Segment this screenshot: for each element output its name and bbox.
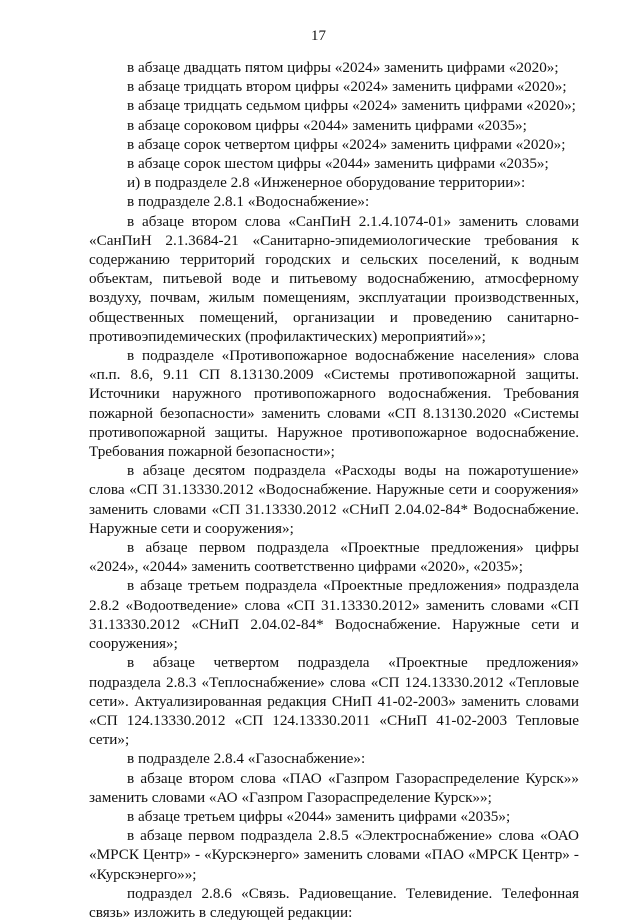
paragraph-6: в абзаце сорок шестом цифры «2044» заменить цифрами «2035»;: [127, 155, 549, 173]
paragraph-13: в абзаце третьем подраздела «Проектные предложения» подраздела 2.8.2 «Водоотведение» слова «СП 31.13330.2012» заменить словами «СП 31.13330.2012 «СНиП 2.04.02-84* Водоснабжение. Наружные сети и сооружения»;: [89, 577, 579, 653]
paragraph-15: в подразделе 2.8.4 «Газоснабжение»:: [127, 750, 366, 768]
paragraph-14: в абзаце четвертом подраздела «Проектные предложения» подраздела 2.8.3 «Теплоснабжение» слова «СП 124.13330.2012 «Тепловые сети». Актуализированная редакция СНиП 41-02-2003» заменить словами «СП 124.13330.2012 «СП 124.13330.2011 «СНиП 41-02-2003 Тепловые сети»;: [89, 654, 579, 749]
paragraph-18: в абзаце первом подраздела 2.8.5 «Электроснабжение» слова «ОАО «МРСК Центр» - «Курскэнерго» заменить словами «ПАО «МРСК Центр» - «Курскэнерго»»;: [89, 827, 579, 883]
paragraph-7: и) в подразделе 2.8 «Инженерное оборудование территории»:: [127, 174, 526, 192]
paragraph-19: подраздел 2.8.6 «Связь. Радиовещание. Телевидение. Телефонная связь» изложить в следующей редакции:: [89, 884, 579, 921]
paragraph-2: в абзаце тридцать втором цифры «2024» заменить цифрами «2020»;: [127, 78, 567, 96]
page-number: 17: [311, 28, 326, 44]
paragraph-3: в абзаце тридцать седьмом цифры «2024» заменить цифрами «2020»;: [127, 97, 576, 115]
paragraph-9: в абзаце втором слова «СанПиН 2.1.4.1074-01» заменить словами «СанПиН 2.1.3684-21 «Санитарно-эпидемиологические требования к содержанию территорий городских и сельских поселений, к водным объектам, питьевой воде и питьевому водоснабжению, атмосферному воздуху, почвам, жилым помещениям, эксплуатации производственных, общественных помещений, организации и проведению санитарно-противоэпидемических (профилактических) мероприятий»»;: [89, 212, 579, 345]
paragraph-4: в абзаце сороковом цифры «2044» заменить цифрами «2035»;: [127, 116, 527, 134]
paragraph-5: в абзаце сорок четвертом цифры «2024» заменить цифрами «2020»;: [127, 135, 566, 153]
paragraph-16: в абзаце втором слова «ПАО «Газпром Газораспределение Курск»» заменить словами «АО «Газпром Газораспределение Курск»»;: [89, 769, 579, 806]
paragraph-12: в абзаце первом подраздела «Проектные предложения» цифры «2024», «2044» заменить соответственно цифрами «2020», «2035»;: [89, 539, 579, 576]
paragraph-8: в подразделе 2.8.1 «Водоснабжение»:: [127, 193, 370, 211]
document-body: [89, 58, 579, 922]
paragraph-11: в абзаце десятом подраздела «Расходы воды на пожаротушение» слова «СП 31.13330.2012 «Водоснабжение. Наружные сети и сооружения» заменить словами «СП 31.13330.2012 «СНиП 2.04.02-84* Водоснабжение. Наружные сети и сооружения»;: [89, 462, 579, 537]
paragraph-10: в подразделе «Противопожарное водоснабжение населения» слова «п.п. 8.6, 9.11 СП 8.13130.2009 «Системы противопожарной защиты. Источники наружного противопожарного водоснабжения. Требования пожарной безопасности» заменить словами «СП 8.13130.2020 «Системы противопожарной защиты. Наружное противопожарное водоснабжение. Требования пожарной безопасности»;: [89, 347, 579, 461]
paragraph-1: в абзаце двадцать пятом цифры «2024» заменить цифрами «2020»;: [127, 59, 559, 76]
paragraph-17: в абзаце третьем цифры «2044» заменить цифрами «2035»;: [127, 807, 511, 825]
